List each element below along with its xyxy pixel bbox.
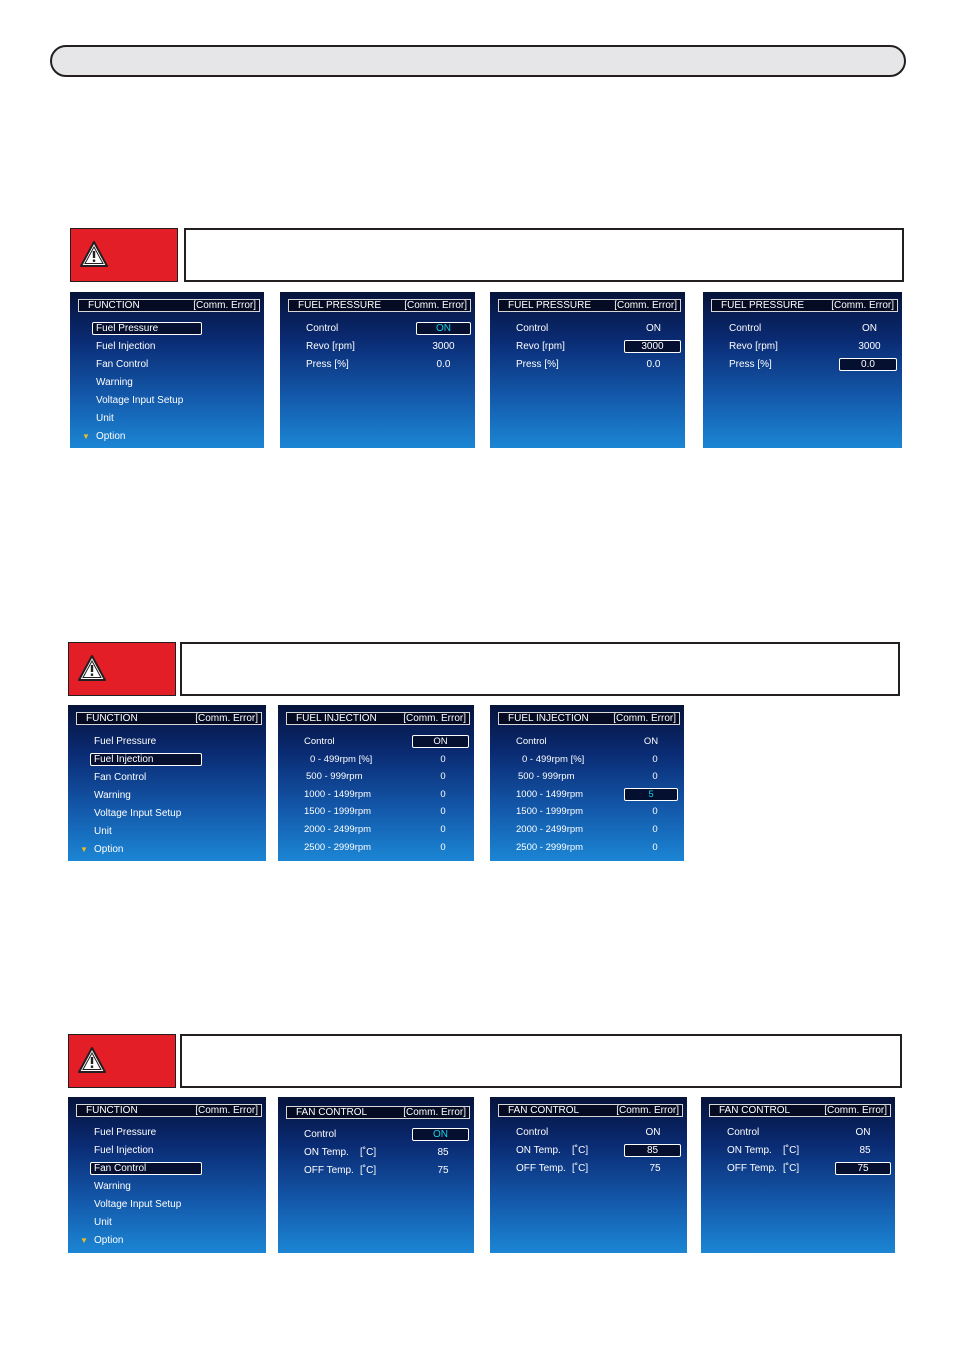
control-label: Control	[729, 323, 762, 334]
triangle-down-icon: ▼	[82, 432, 90, 441]
off-temp-value[interactable]: 75	[649, 1163, 661, 1174]
screen-title: FUEL INJECTION	[508, 713, 589, 724]
revo-label: Revo [rpm]	[729, 341, 778, 352]
screen-header	[286, 1106, 470, 1119]
on-temp-label: ON Temp.	[516, 1145, 561, 1156]
fan-control-screen-control	[278, 1097, 474, 1253]
range-value[interactable]: 0	[440, 771, 446, 783]
range-value[interactable]: 0	[440, 806, 446, 818]
range-label: 500 - 999rpm	[306, 771, 363, 783]
comm-status: [Comm. Error]	[831, 300, 894, 311]
on-temp-label: ON Temp.	[304, 1147, 349, 1158]
press-value[interactable]: 0.0	[861, 359, 875, 370]
fuel-pressure-screen-control	[280, 292, 475, 448]
press-label: Press [%]	[516, 359, 559, 370]
menu-item-unit[interactable]: Unit	[94, 1217, 112, 1228]
range-label: 0 - 499rpm [%]	[522, 753, 585, 765]
menu-item-fan-control[interactable]: Fan Control	[94, 1163, 147, 1174]
screen-header	[709, 1104, 891, 1117]
menu-item-voltage-input-setup[interactable]: Voltage Input Setup	[94, 1199, 182, 1210]
range-label: 2500 - 2999rpm	[516, 841, 584, 853]
range-label: 1500 - 1999rpm	[516, 806, 584, 818]
comm-status: [Comm. Error]	[195, 1105, 258, 1116]
screen-title: FUNCTION	[86, 713, 138, 724]
screen-header	[78, 299, 260, 312]
warning-text-box	[184, 228, 904, 282]
comm-status: [Comm. Error]	[403, 713, 466, 724]
function-menu-screen	[68, 1097, 266, 1253]
control-value[interactable]: ON	[855, 1127, 871, 1138]
on-temp-unit: [˚C]	[572, 1145, 589, 1156]
warning-text-box	[180, 642, 900, 696]
menu-item-warning[interactable]: Warning	[94, 790, 131, 801]
range-label: 0 - 499rpm [%]	[310, 753, 373, 765]
off-temp-unit: [˚C]	[783, 1163, 800, 1174]
control-label: Control	[727, 1127, 760, 1138]
range-value[interactable]: 0	[652, 823, 658, 835]
warning-triangle-icon	[79, 239, 109, 269]
on-temp-value[interactable]: 85	[859, 1145, 871, 1156]
screen-title: FUEL PRESSURE	[721, 300, 804, 311]
screen-header	[288, 299, 471, 312]
comm-status: [Comm. Error]	[616, 1105, 679, 1116]
comm-status: [Comm. Error]	[613, 713, 676, 724]
screen-title: FAN CONTROL	[508, 1105, 580, 1116]
fuel-pressure-screen-press	[703, 292, 902, 448]
off-temp-value[interactable]: 75	[857, 1163, 869, 1174]
range-value[interactable]: 0	[440, 841, 446, 853]
menu-item-voltage-input-setup[interactable]: Voltage Input Setup	[94, 808, 182, 819]
off-temp-unit: [˚C]	[572, 1163, 589, 1174]
menu-item-fan-control[interactable]: Fan Control	[96, 359, 149, 370]
range-value[interactable]: 0	[652, 806, 658, 818]
control-value[interactable]: ON	[643, 736, 659, 747]
range-value[interactable]: 0	[652, 771, 658, 783]
off-temp-value[interactable]: 75	[437, 1165, 449, 1176]
warning-triangle-icon	[77, 1045, 107, 1075]
menu-item-fuel-pressure[interactable]: Fuel Pressure	[96, 323, 159, 334]
menu-item-warning[interactable]: Warning	[94, 1181, 131, 1192]
fuel-injection-screen-edit	[490, 705, 684, 861]
screen-title: FUEL INJECTION	[296, 713, 377, 724]
menu-item-voltage-input-setup[interactable]: Voltage Input Setup	[96, 395, 184, 406]
warning-triangle-icon	[77, 653, 107, 683]
fuel-injection-screen-control	[278, 705, 474, 861]
press-value[interactable]: 0.0	[646, 359, 661, 370]
control-label: Control	[516, 1127, 549, 1138]
screen-title: FUNCTION	[88, 300, 140, 311]
triangle-down-icon: ▼	[80, 845, 88, 854]
screen-header	[498, 1104, 683, 1117]
menu-item-option[interactable]: Option	[96, 431, 126, 442]
screen-title: FUNCTION	[86, 1105, 138, 1116]
revo-value[interactable]: 3000	[641, 341, 664, 352]
range-label: 500 - 999rpm	[518, 771, 575, 783]
screen-header	[498, 712, 680, 725]
warning-banner-1	[70, 228, 904, 284]
on-temp-label: ON Temp.	[727, 1145, 772, 1156]
control-value[interactable]: ON	[646, 323, 661, 334]
revo-label: Revo [rpm]	[306, 341, 355, 352]
comm-status: [Comm. Error]	[824, 1105, 887, 1116]
off-temp-label: OFF Temp.	[727, 1163, 777, 1174]
menu-item-option[interactable]: Option	[94, 844, 124, 855]
screen-title: FUEL PRESSURE	[298, 300, 381, 311]
off-temp-unit: [˚C]	[360, 1165, 377, 1176]
menu-item-warning[interactable]: Warning	[96, 377, 133, 388]
on-temp-value[interactable]: 85	[437, 1147, 449, 1158]
warning-banner-2	[68, 642, 900, 698]
control-label: Control	[516, 323, 549, 334]
menu-item-fuel-pressure[interactable]: Fuel Pressure	[94, 1127, 157, 1138]
revo-value[interactable]: 3000	[432, 341, 455, 352]
screen-header	[76, 712, 262, 725]
fan-control-screen-off-temp	[701, 1097, 895, 1253]
control-value[interactable]: ON	[433, 736, 448, 747]
menu-item-unit[interactable]: Unit	[96, 413, 114, 424]
on-temp-unit: [˚C]	[360, 1147, 377, 1158]
section-title-bar	[50, 45, 906, 77]
fuel-pressure-screen-revo	[490, 292, 685, 448]
revo-label: Revo [rpm]	[516, 341, 565, 352]
range-label: 1500 - 1999rpm	[304, 806, 372, 818]
menu-item-fuel-pressure[interactable]: Fuel Pressure	[94, 736, 157, 747]
menu-item-option[interactable]: Option	[94, 1235, 124, 1246]
menu-item-fan-control[interactable]: Fan Control	[94, 772, 147, 783]
press-label: Press [%]	[306, 359, 349, 370]
comm-status: [Comm. Error]	[195, 713, 258, 724]
control-value[interactable]: ON	[436, 323, 451, 334]
screen-header	[286, 712, 470, 725]
control-value[interactable]: ON	[862, 323, 877, 334]
warning-text-box	[180, 1034, 902, 1088]
warning-badge	[70, 228, 178, 282]
comm-status: [Comm. Error]	[614, 300, 677, 311]
menu-item-fuel-injection[interactable]: Fuel Injection	[94, 754, 154, 765]
fan-control-screen-on-temp	[490, 1097, 687, 1253]
screen-header	[711, 299, 898, 312]
screen-title: FUEL PRESSURE	[508, 300, 591, 311]
warning-banner-3	[68, 1034, 902, 1090]
off-temp-label: OFF Temp.	[304, 1165, 354, 1176]
press-label: Press [%]	[729, 359, 772, 370]
range-value[interactable]: 0	[652, 841, 658, 853]
off-temp-label: OFF Temp.	[516, 1163, 566, 1174]
menu-item-unit[interactable]: Unit	[94, 826, 112, 837]
screen-header	[76, 1104, 262, 1117]
triangle-down-icon: ▼	[80, 1236, 88, 1245]
press-value[interactable]: 0.0	[436, 359, 451, 370]
screen-header	[498, 299, 681, 312]
range-label: 2000 - 2499rpm	[304, 823, 372, 835]
control-label: Control	[304, 1129, 337, 1140]
comm-status: [Comm. Error]	[403, 1107, 466, 1118]
range-label: 1000 - 1499rpm	[304, 788, 372, 800]
revo-value[interactable]: 3000	[858, 341, 881, 352]
range-value[interactable]: 5	[648, 788, 654, 800]
range-value[interactable]: 0	[652, 753, 658, 765]
comm-status: [Comm. Error]	[404, 300, 467, 311]
range-label: 2500 - 2999rpm	[304, 841, 372, 853]
screen-title: FAN CONTROL	[719, 1105, 791, 1116]
range-value[interactable]: 0	[440, 823, 446, 835]
control-value[interactable]: ON	[433, 1129, 448, 1140]
range-value[interactable]: 0	[440, 788, 446, 800]
function-menu-screen	[68, 705, 266, 861]
control-label: Control	[516, 736, 547, 747]
range-label: 2000 - 2499rpm	[516, 823, 584, 835]
on-temp-value[interactable]: 85	[646, 1145, 659, 1156]
control-value[interactable]: ON	[645, 1127, 661, 1138]
function-menu-screen	[70, 292, 264, 448]
range-label: 1000 - 1499rpm	[516, 788, 584, 800]
comm-status: [Comm. Error]	[193, 300, 256, 311]
warning-badge	[68, 642, 176, 696]
control-label: Control	[304, 736, 335, 747]
menu-item-fuel-injection[interactable]: Fuel Injection	[94, 1145, 154, 1156]
screen-title: FAN CONTROL	[296, 1107, 368, 1118]
menu-item-fuel-injection[interactable]: Fuel Injection	[96, 341, 156, 352]
on-temp-unit: [˚C]	[783, 1145, 800, 1156]
warning-badge	[68, 1034, 176, 1088]
control-label: Control	[306, 323, 339, 334]
range-value[interactable]: 0	[440, 753, 446, 765]
